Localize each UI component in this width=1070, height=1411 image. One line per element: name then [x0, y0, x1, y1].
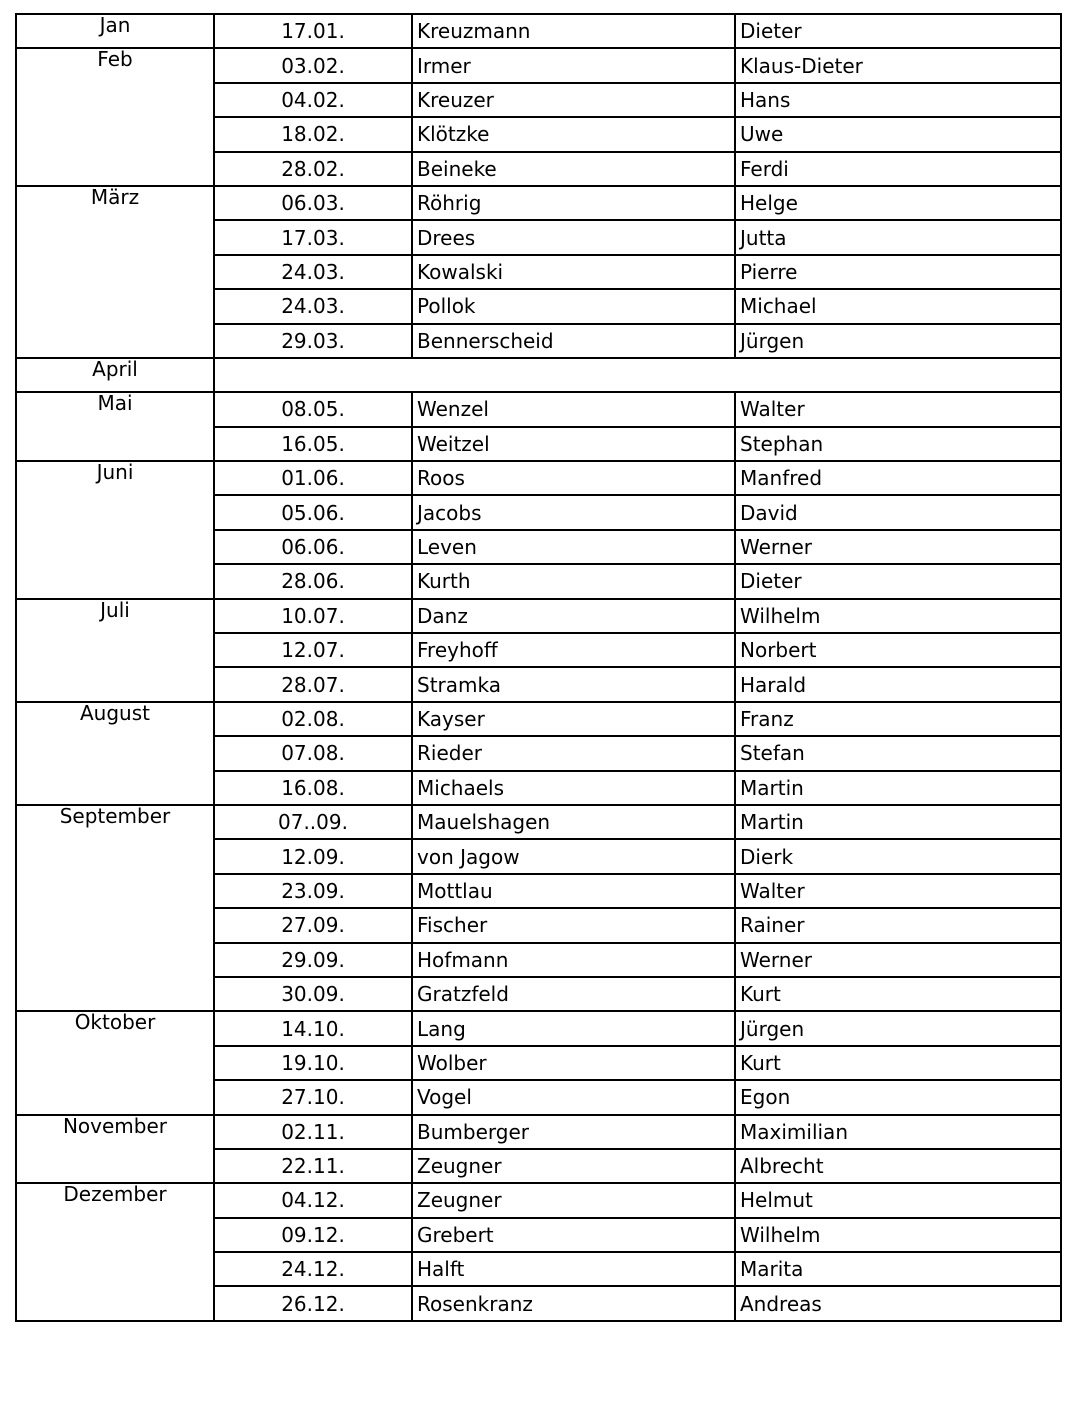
- last-name-cell: Rosenkranz: [412, 1286, 735, 1320]
- first-name-cell: Dierk: [735, 839, 1061, 873]
- date-cell: 16.05.: [214, 427, 412, 461]
- last-name-cell: Kowalski: [412, 255, 735, 289]
- date-cell: 14.10.: [214, 1011, 412, 1045]
- table-row: [16, 702, 1061, 736]
- first-name-cell: Jürgen: [735, 324, 1061, 358]
- last-name-cell: Halft: [412, 1252, 735, 1286]
- date-cell: 24.03.: [214, 255, 412, 289]
- month-cell: August: [16, 702, 214, 805]
- table-row: [16, 1011, 1061, 1045]
- first-name-cell: Norbert: [735, 633, 1061, 667]
- date-cell: 29.03.: [214, 324, 412, 358]
- last-name-cell: Vogel: [412, 1080, 735, 1114]
- first-name-cell: Werner: [735, 943, 1061, 977]
- last-name-cell: Stramka: [412, 667, 735, 701]
- date-cell: 19.10.: [214, 1046, 412, 1080]
- last-name-cell: Pollok: [412, 289, 735, 323]
- empty-cell: [214, 358, 1061, 392]
- month-cell: Oktober: [16, 1011, 214, 1114]
- table-row: [16, 358, 1061, 392]
- date-cell: 04.02.: [214, 83, 412, 117]
- month-cell: Feb: [16, 48, 214, 186]
- date-cell: 02.11.: [214, 1115, 412, 1149]
- first-name-cell: Walter: [735, 392, 1061, 426]
- last-name-cell: Mottlau: [412, 874, 735, 908]
- last-name-cell: Beineke: [412, 152, 735, 186]
- last-name-cell: Jacobs: [412, 495, 735, 529]
- date-cell: 30.09.: [214, 977, 412, 1011]
- last-name-cell: Bumberger: [412, 1115, 735, 1149]
- date-cell: 24.03.: [214, 289, 412, 323]
- first-name-cell: Marita: [735, 1252, 1061, 1286]
- table-row: [16, 1115, 1061, 1149]
- month-cell: Mai: [16, 392, 214, 461]
- date-cell: 07..09.: [214, 805, 412, 839]
- first-name-cell: Dieter: [735, 564, 1061, 598]
- first-name-cell: Harald: [735, 667, 1061, 701]
- month-cell: Juli: [16, 599, 214, 702]
- table-row: [16, 461, 1061, 495]
- last-name-cell: Freyhoff: [412, 633, 735, 667]
- last-name-cell: Fischer: [412, 908, 735, 942]
- last-name-cell: Bennerscheid: [412, 324, 735, 358]
- date-cell: 26.12.: [214, 1286, 412, 1320]
- first-name-cell: Pierre: [735, 255, 1061, 289]
- month-cell: Dezember: [16, 1183, 214, 1321]
- date-cell: 17.03.: [214, 220, 412, 254]
- date-cell: 03.02.: [214, 48, 412, 82]
- table-row: [16, 48, 1061, 82]
- last-name-cell: Klötzke: [412, 117, 735, 151]
- first-name-cell: Albrecht: [735, 1149, 1061, 1183]
- first-name-cell: Helmut: [735, 1183, 1061, 1217]
- last-name-cell: Leven: [412, 530, 735, 564]
- first-name-cell: Manfred: [735, 461, 1061, 495]
- date-cell: 24.12.: [214, 1252, 412, 1286]
- last-name-cell: Wolber: [412, 1046, 735, 1080]
- last-name-cell: Weitzel: [412, 427, 735, 461]
- first-name-cell: Wilhelm: [735, 1218, 1061, 1252]
- first-name-cell: Walter: [735, 874, 1061, 908]
- last-name-cell: von Jagow: [412, 839, 735, 873]
- date-cell: 16.08.: [214, 771, 412, 805]
- first-name-cell: David: [735, 495, 1061, 529]
- table-row: [16, 14, 1061, 48]
- first-name-cell: Hans: [735, 83, 1061, 117]
- date-cell: 12.07.: [214, 633, 412, 667]
- first-name-cell: Dieter: [735, 14, 1061, 48]
- table-row: [16, 805, 1061, 839]
- date-cell: 09.12.: [214, 1218, 412, 1252]
- date-cell: 07.08.: [214, 736, 412, 770]
- first-name-cell: Rainer: [735, 908, 1061, 942]
- last-name-cell: Grebert: [412, 1218, 735, 1252]
- first-name-cell: Wilhelm: [735, 599, 1061, 633]
- last-name-cell: Gratzfeld: [412, 977, 735, 1011]
- first-name-cell: Uwe: [735, 117, 1061, 151]
- first-name-cell: Ferdi: [735, 152, 1061, 186]
- first-name-cell: Martin: [735, 805, 1061, 839]
- month-cell: April: [16, 358, 214, 392]
- date-cell: 27.09.: [214, 908, 412, 942]
- first-name-cell: Jürgen: [735, 1011, 1061, 1045]
- last-name-cell: Kurth: [412, 564, 735, 598]
- month-cell: September: [16, 805, 214, 1011]
- month-cell: Jan: [16, 14, 214, 48]
- last-name-cell: Zeugner: [412, 1149, 735, 1183]
- first-name-cell: Klaus-Dieter: [735, 48, 1061, 82]
- last-name-cell: Rieder: [412, 736, 735, 770]
- last-name-cell: Danz: [412, 599, 735, 633]
- date-cell: 28.06.: [214, 564, 412, 598]
- date-cell: 06.03.: [214, 186, 412, 220]
- last-name-cell: Hofmann: [412, 943, 735, 977]
- last-name-cell: Kreuzer: [412, 83, 735, 117]
- date-cell: 29.09.: [214, 943, 412, 977]
- first-name-cell: Andreas: [735, 1286, 1061, 1320]
- first-name-cell: Helge: [735, 186, 1061, 220]
- date-cell: 28.07.: [214, 667, 412, 701]
- last-name-cell: Irmer: [412, 48, 735, 82]
- first-name-cell: Maximilian: [735, 1115, 1061, 1149]
- last-name-cell: Zeugner: [412, 1183, 735, 1217]
- first-name-cell: Egon: [735, 1080, 1061, 1114]
- date-cell: 04.12.: [214, 1183, 412, 1217]
- date-cell: 10.07.: [214, 599, 412, 633]
- date-cell: 02.08.: [214, 702, 412, 736]
- date-cell: 23.09.: [214, 874, 412, 908]
- first-name-cell: Michael: [735, 289, 1061, 323]
- first-name-cell: Martin: [735, 771, 1061, 805]
- month-cell: November: [16, 1115, 214, 1184]
- table-row: [16, 599, 1061, 633]
- table-row: [16, 186, 1061, 220]
- birthday-table: [15, 13, 1062, 1322]
- first-name-cell: Kurt: [735, 977, 1061, 1011]
- first-name-cell: Stefan: [735, 736, 1061, 770]
- first-name-cell: Werner: [735, 530, 1061, 564]
- first-name-cell: Kurt: [735, 1046, 1061, 1080]
- last-name-cell: Lang: [412, 1011, 735, 1045]
- date-cell: 27.10.: [214, 1080, 412, 1114]
- date-cell: 08.05.: [214, 392, 412, 426]
- date-cell: 17.01.: [214, 14, 412, 48]
- date-cell: 05.06.: [214, 495, 412, 529]
- birthday-table-body: [16, 14, 1061, 1321]
- last-name-cell: Röhrig: [412, 186, 735, 220]
- date-cell: 01.06.: [214, 461, 412, 495]
- table-row: [16, 392, 1061, 426]
- last-name-cell: Drees: [412, 220, 735, 254]
- date-cell: 22.11.: [214, 1149, 412, 1183]
- last-name-cell: Kayser: [412, 702, 735, 736]
- table-row: [16, 1183, 1061, 1217]
- first-name-cell: Franz: [735, 702, 1061, 736]
- date-cell: 28.02.: [214, 152, 412, 186]
- first-name-cell: Stephan: [735, 427, 1061, 461]
- date-cell: 18.02.: [214, 117, 412, 151]
- first-name-cell: Jutta: [735, 220, 1061, 254]
- month-cell: Juni: [16, 461, 214, 599]
- last-name-cell: Kreuzmann: [412, 14, 735, 48]
- last-name-cell: Mauelshagen: [412, 805, 735, 839]
- last-name-cell: Roos: [412, 461, 735, 495]
- last-name-cell: Michaels: [412, 771, 735, 805]
- date-cell: 06.06.: [214, 530, 412, 564]
- month-cell: März: [16, 186, 214, 358]
- date-cell: 12.09.: [214, 839, 412, 873]
- last-name-cell: Wenzel: [412, 392, 735, 426]
